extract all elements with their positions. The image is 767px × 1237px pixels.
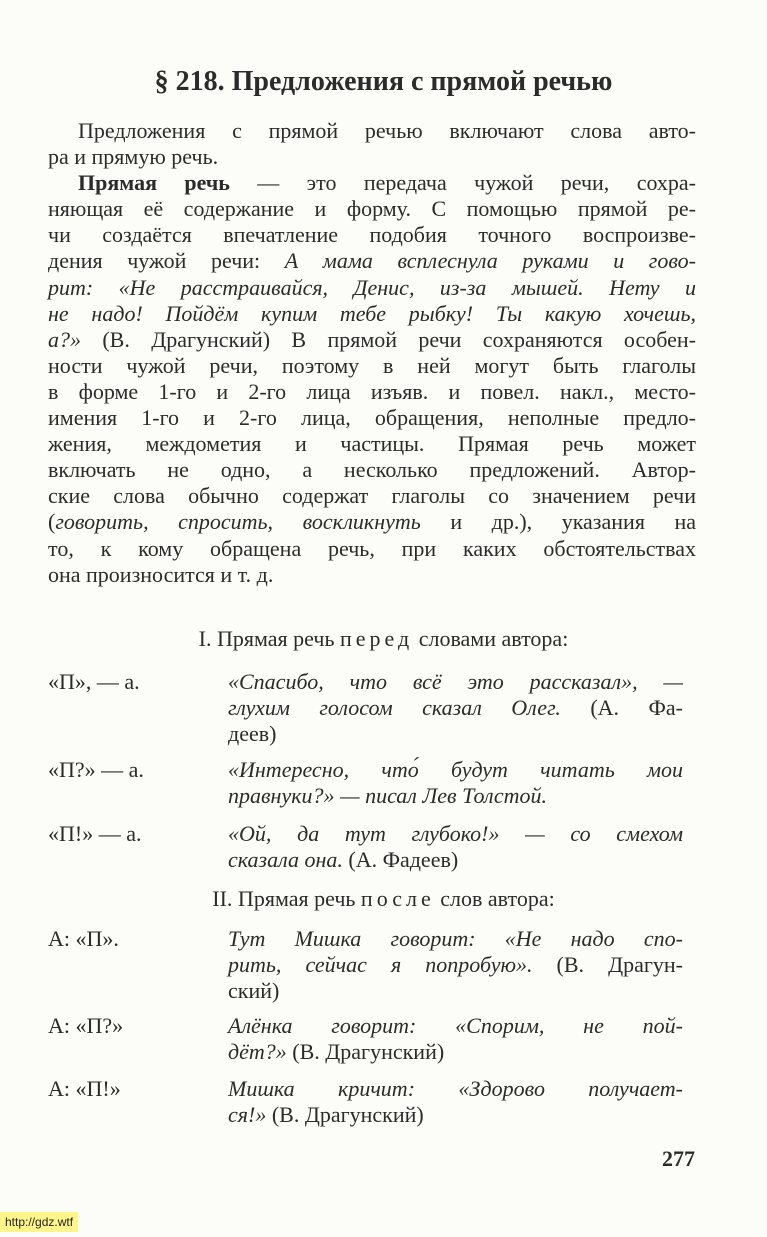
italic-text: «Интересно, что́ будут читать мои — [228, 757, 683, 782]
heading-text: I. Прямая речь — [198, 626, 340, 651]
text-span: няющая её содержание и форму. С помощью прямой ре- — [48, 196, 696, 222]
heading-text: словами автора: — [413, 626, 569, 651]
text-span: (В. Драгунский) — [266, 1102, 424, 1127]
section-1-heading — [0, 626, 767, 652]
italic-text: ся!» — [228, 1102, 267, 1127]
text-span: — это передача чужой речи, сохра- — [229, 170, 697, 196]
text-line — [48, 483, 696, 509]
text-line — [48, 170, 696, 196]
text-line — [48, 457, 696, 483]
text-span: (А. Фа- — [560, 695, 683, 720]
text-line — [48, 222, 696, 248]
example-text — [228, 926, 683, 1004]
italic-text: рит: «Не расстраивайся, Денис, из-за мышей. Нету и — [48, 274, 696, 300]
text-line — [48, 301, 696, 327]
text-line — [48, 196, 696, 222]
italic-text: Мишка кричит: «Здорово получает- — [228, 1076, 683, 1101]
text-span: ра и прямую речь. — [48, 144, 219, 170]
italic-text: а?» — [48, 326, 81, 352]
text-span: (А. Фадеев) — [342, 847, 459, 872]
text-span: в форме 1-го и 2-го лица изъяв. и повел. накл., место- — [48, 378, 696, 404]
text-span: дения чужой речи: — [48, 248, 285, 274]
example-text — [228, 669, 683, 747]
text-line — [48, 405, 696, 431]
text-line — [228, 721, 683, 747]
text-span: имения 1-го и 2-го лица, обращения, неполные предло- — [48, 405, 696, 431]
text-span: ности чужой речи, поэтому в ней могут быть глаголы — [48, 352, 696, 378]
text-line — [228, 1013, 683, 1039]
text-span: (В. Драгун- — [532, 952, 683, 977]
text-span: ( — [48, 509, 56, 535]
scheme-label: А: «П!» — [48, 1076, 121, 1101]
text-line — [48, 431, 696, 457]
text-span: и др.), указания на — [420, 509, 697, 535]
italic-text: говорить, спросить, воскликнуть — [55, 509, 421, 535]
heading-spaced-word: перед — [339, 626, 414, 651]
text-line — [48, 248, 696, 274]
text-span: (В. Драгунский) — [286, 1039, 445, 1064]
text-line — [228, 821, 683, 847]
scheme-label: А: «П». — [48, 926, 119, 951]
text-span: включать не одно, а несколько предложений. Автор- — [48, 457, 696, 483]
text-line — [48, 144, 696, 170]
italic-text: «Ой, да тут глубоко!» — со смехом — [228, 821, 683, 846]
text-line — [228, 978, 683, 1004]
text-line — [228, 847, 683, 873]
text-line — [48, 327, 696, 353]
heading-text: слов автора: — [434, 886, 555, 911]
italic-text: рить, сейчас я попробую». — [228, 952, 533, 977]
text-line — [48, 509, 696, 535]
text-line — [228, 1102, 683, 1128]
text-line — [48, 536, 696, 562]
text-span: чи создаётся впечатление подобия точного воспроизве- — [48, 222, 696, 248]
italic-text: «Спасибо, что всё это рассказал», — — [228, 669, 683, 694]
text-line — [48, 275, 696, 301]
scheme-label: «П», — а. — [48, 669, 140, 694]
text-line — [228, 926, 683, 952]
text-line — [228, 695, 683, 721]
text-line — [228, 783, 683, 809]
text-span: Предложения с прямой речью включают слова авто- — [78, 118, 696, 143]
italic-text: правнуки?» — писал Лев Толстой. — [228, 783, 547, 808]
example-text — [228, 821, 683, 873]
text-line — [228, 669, 683, 695]
body-text — [48, 118, 696, 588]
heading-spaced-word: после — [360, 886, 435, 911]
italic-text: не надо! Пойдём купим тебе рыбку! Ты какую хочешь, — [48, 300, 696, 326]
text-line — [228, 1076, 683, 1102]
italic-text: Тут Мишка говорит: «Не надо спо- — [228, 926, 683, 951]
page-number: 277 — [662, 1146, 695, 1171]
text-span: она произносится и т. д. — [48, 561, 274, 587]
section-2-heading — [0, 886, 767, 912]
text-line — [48, 379, 696, 405]
text-line — [228, 1039, 683, 1065]
italic-text: сказала она. — [228, 847, 343, 872]
text-line — [48, 353, 696, 379]
bold-term: Прямая речь — [78, 170, 230, 196]
scheme-label: А: «П?» — [48, 1013, 124, 1038]
watermark-link[interactable]: http://gdz.wtf — [0, 1212, 78, 1232]
text-span: ский) — [228, 978, 280, 1003]
example-text — [228, 757, 683, 809]
italic-text: А мама всплеснула руками и гово- — [284, 248, 696, 274]
text-span: жения, междометия и частицы. Прямая речь может — [48, 431, 696, 457]
scheme-label: «П!» — а. — [48, 821, 142, 846]
example-text — [228, 1076, 683, 1128]
text-span: деев) — [228, 721, 277, 746]
italic-text: глухим голосом сказал Олег. — [228, 695, 561, 720]
text-span: (В. Драгунский) В прямой речи сохраняются особен- — [81, 326, 696, 352]
text-span: то, к кому обращена речь, при каких обстоятельствах — [48, 535, 696, 561]
text-span: ские слова обычно содержат глаголы со значением речи — [48, 483, 696, 509]
example-text — [228, 1013, 683, 1065]
italic-text: Алёнка говорит: «Спорим, не пой- — [228, 1013, 683, 1038]
section-title: § 218. Предложения с прямой речью — [154, 66, 613, 97]
text-line — [48, 118, 696, 144]
italic-text: дёт?» — [228, 1039, 287, 1064]
text-line — [228, 952, 683, 978]
text-line — [228, 757, 683, 783]
text-line — [48, 562, 696, 588]
scheme-label: «П?» — а. — [48, 757, 144, 782]
heading-text: II. Прямая речь — [212, 886, 361, 911]
